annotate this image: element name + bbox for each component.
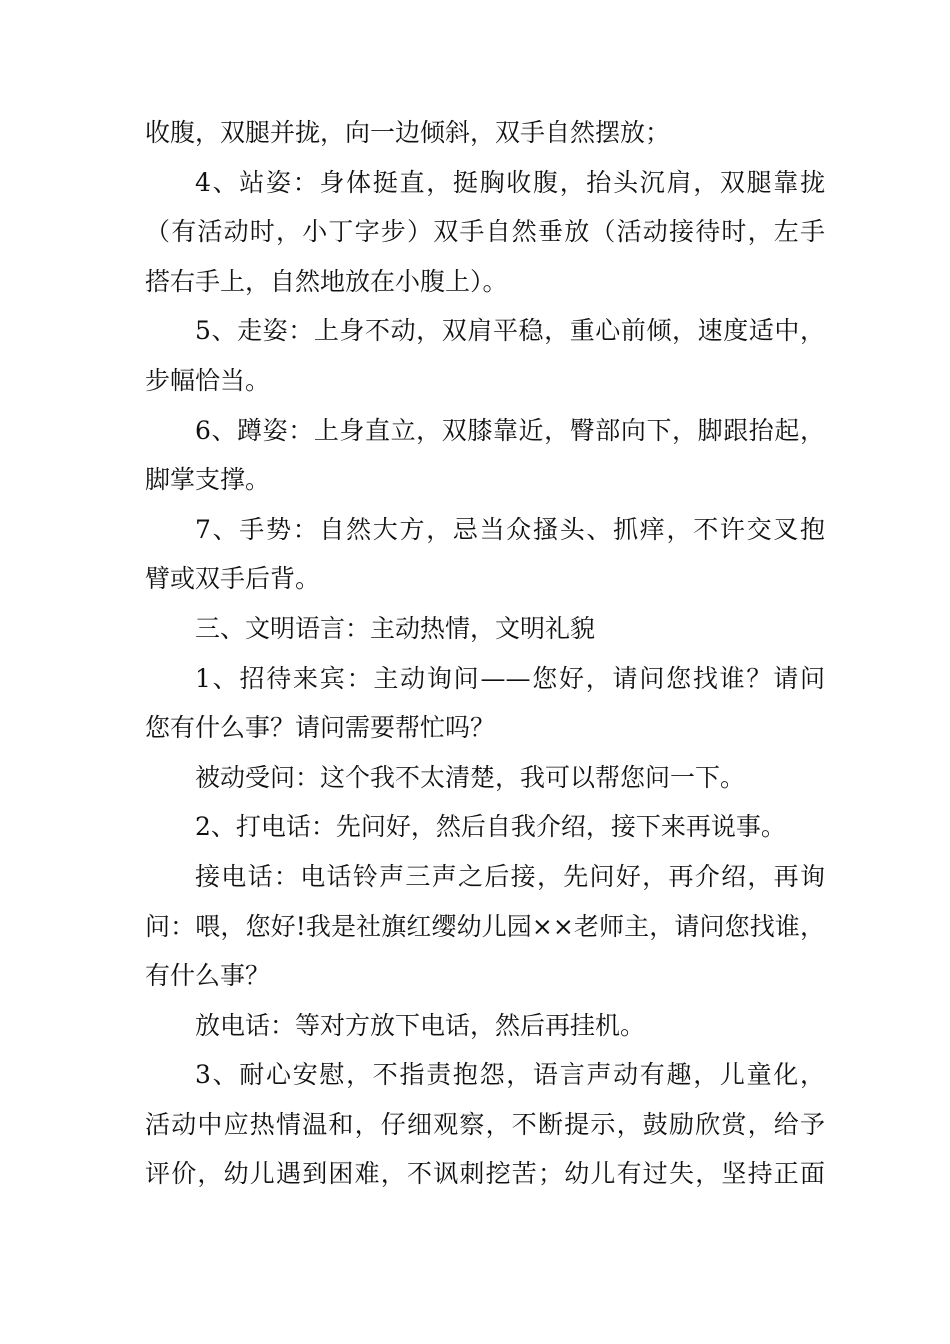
text-line: 放电话：等对方放下电话，然后再挂机。 [195,1010,646,1040]
document-body [145,108,825,1199]
text-line: 2、打电话：先问好，然后自我介绍，接下来再说事。 [195,812,786,842]
text-line: 收腹，双腿并拢，向一边倾斜，双手自然摆放； [145,118,671,147]
text-line: 6、蹲姿：上身直立，双膝靠近，臀部向下，脚跟抬起， [195,415,825,445]
text-line: 1、招待来宾：主动询问——您好，请问您找谁？请问 [195,663,825,693]
text-line: 问：喂，您好!我是社旗红缨幼儿园××老师主，请问您找谁， [145,911,825,941]
text-line: 4、站姿：身体挺直，挺胸收腹，抬头沉肩，双腿靠拢 [195,167,825,197]
text-line: 评价，幼儿遇到困难，不讽刺挖苦；幼儿有过失，坚持正面 [145,1159,825,1189]
text-line: 臂或双手后背。 [145,564,321,594]
text-line: 5、走姿：上身不动，双肩平稳，重心前倾，速度适中， [195,316,825,346]
text-line: 有什么事？ [145,961,271,991]
text-line: 搭右手上，自然地放在小腹上）。 [145,266,508,296]
text-line: 活动中应热情温和，仔细观察，不断提示，鼓励欣赏，给予 [145,1109,825,1139]
text-line: 脚掌支撑。 [145,465,271,495]
text-line: （有活动时，小丁字步）双手自然垂放（活动接待时，左手 [145,217,825,247]
text-line: 步幅恰当。 [145,365,271,395]
text-line: 3、耐心安慰，不指责抱怨，语言声动有趣，儿童化， [195,1060,825,1090]
text-line: 三、文明语言：主动热情，文明礼貌 [195,613,596,643]
text-line: 接电话：电话铃声三声之后接，先问好，再介绍，再询 [195,861,825,891]
text-line: 您有什么事？请问需要帮忙吗？ [145,713,496,743]
text-line: 被动受问：这个我不太清楚，我可以帮您问一下。 [195,762,746,792]
text-line: 7、手势：自然大方，忌当众搔头、抓痒，不许交叉抱 [195,514,825,544]
